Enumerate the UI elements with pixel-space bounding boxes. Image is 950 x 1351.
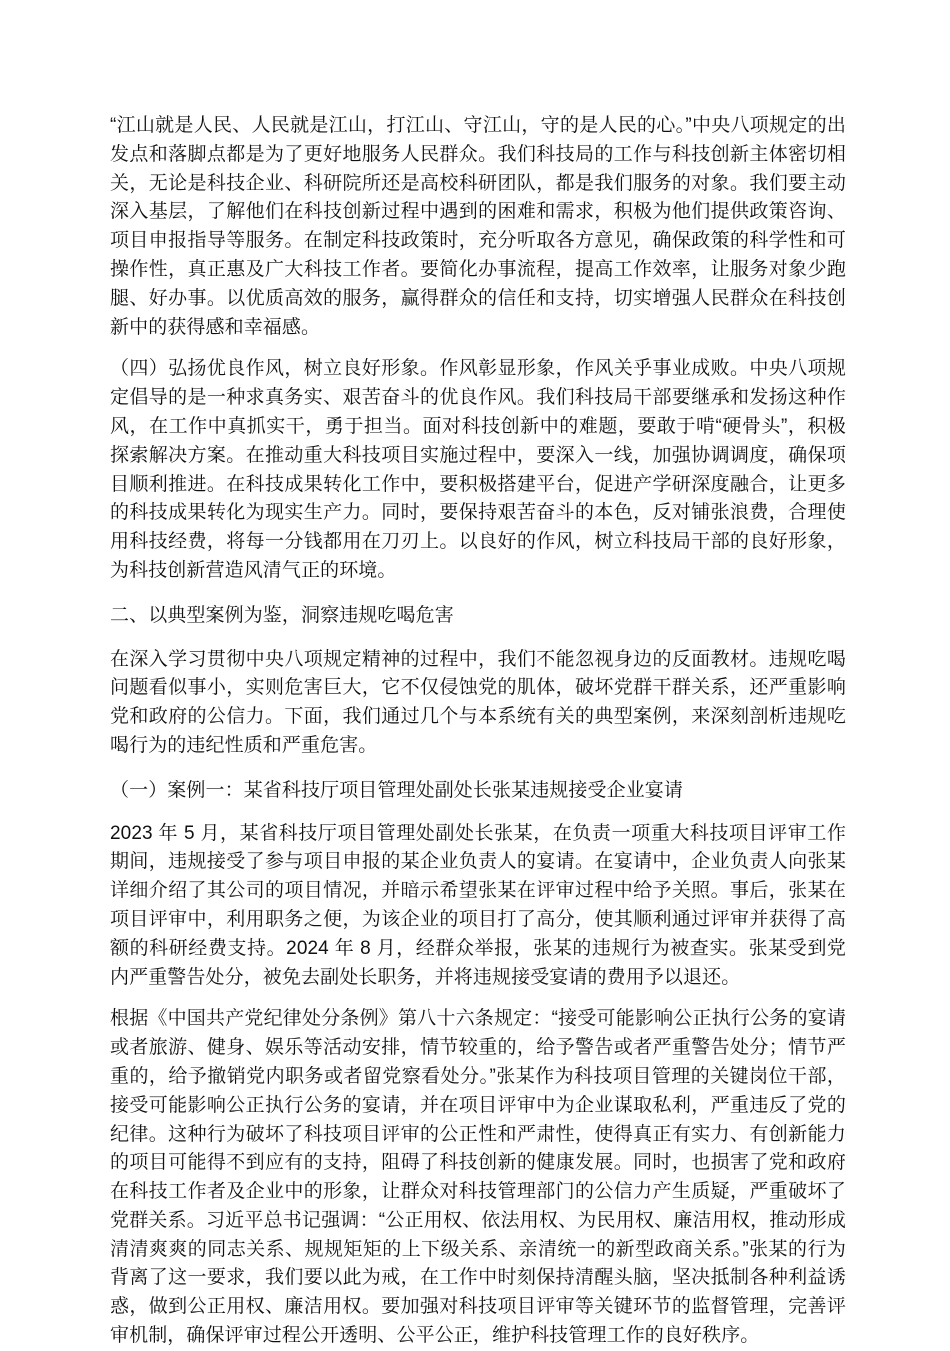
paragraph-serve-people: “江山就是人民、人民就是江山，打江山、守江山，守的是人民的心。”中央八项规定的出发点和落脚点都是为了更好地服务人民群众。我们科技局的工作与科技创新主体密切相关，无论是科技企业、科研院所还是高校科研团队，都是我们服务的对象。我们要主动深入基层，了解他们在科技创新过程中遇到的困难和需求，积极为他们提供政策咨询、项目申报指导等服务。在制定科技政策时，充分听取各方意见，确保政策的科学性和可操作性，真正惠及广大科技工作者。要简化办事流程，提高工作效率，让服务对象少跑腿、好办事。以优质高效的服务，赢得群众的信任和支持，切实增强人民群众在科技创新中的获得感和幸福感。 [110, 115, 846, 338]
section-heading-two: 二、以典型案例为鉴，洞察违规吃喝危害 [110, 604, 454, 626]
paragraph-item-four: （四）弘扬优良作风，树立良好形象。作风彰显形象，作风关乎事业成败。中央八项规定倡导的是一种求真务实、艰苦奋斗的优良作风。我们科技局干部要继承和发扬这种作风，在工作中真抓实干，勇于担当。面对科技创新中的难题，要敢于啃“硬骨头”，积极探索解决方案。在推动重大科技项目实施过程中，要深入一线，加强协调调度，确保项目顺利推进。在科技成果转化工作中，要积极搭建平台，促进产学研深度融合，让更多的科技成果转化为现实生产力。同时，要保持艰苦奋斗的本色，反对铺张浪费，合理使用科技经费，将每一分钱都用在刀刃上。以良好的作风，树立科技局干部的良好形象，为科技创新营造风清气正的环境。 [110, 358, 846, 581]
paragraph-case-analysis: 根据《中国共产党纪律处分条例》第八十六条规定：“接受可能影响公正执行公务的宴请或者旅游、健身、娱乐等活动安排，情节较重的，给予警告或者严重警告处分；情节严重的，给予撤销党内职务或者留党察看处分。”张某作为科技项目管理的关键岗位干部，接受可能影响公正执行公务的宴请，并在项目评审中为企业谋取私利，严重违反了党的纪律。这种行为破坏了科技项目评审的公正性和严肃性，使得真正有实力、有创新能力的项目可能得不到应有的支持，阻碍了科技创新的健康发展。同时，也损害了党和政府在科技工作者及企业中的形象，让群众对科技管理部门的公信力产生质疑，严重破坏了党群关系。习近平总书记强调：“公正用权、依法用权、为民用权、廉洁用权，推动形成清清爽爽的同志关系、规规矩矩的上下级关系、亲清统一的新型政商关系。”张某的行为背离了这一要求，我们要以此为戒，在工作中时刻保持清醒头脑，坚决抵制各种利益诱惑，做到公正用权、廉洁用权。要加强对科技项目评审等关键环节的监督管理，完善评审机制，确保评审过程公开透明、公平公正，维护科技管理工作的良好秩序。 [110, 1008, 846, 1347]
paragraph-case-facts: 2023 年 5 月，某省科技厅项目管理处副处长张某，在负责一项重大科技项目评审工作期间，违规接受了参与项目申报的某企业负责人的宴请。在宴请中，企业负责人向张某详细介绍了其公司的项目情况，并暗示希望张某在评审过程中给予关照。事后，张某在项目评审中，利用职务之便，为该企业的项目打了高分，使其顺利通过评审并获得了高额的科研经费支持。2024 年 8 月，经群众举报，张某的违规行为被查实。张某受到党内严重警告处分，被免去副处长职务，并将违规接受宴请的费用予以退还。 [110, 822, 846, 988]
document-body [110, 112, 846, 1351]
case-heading-one: （一）案例一：某省科技厅项目管理处副处长张某违规接受企业宴请 [110, 779, 684, 801]
paragraph-section-intro: 在深入学习贯彻中央八项规定精神的过程中，我们不能忽视身边的反面教材。违规吃喝问题看似事小，实则危害巨大，它不仅侵蚀党的肌体，破坏党群干群关系，还严重影响党和政府的公信力。下面，我们通过几个与本系统有关的典型案例，来深刻剖析违规吃喝行为的违纪性质和严重危害。 [110, 648, 846, 756]
